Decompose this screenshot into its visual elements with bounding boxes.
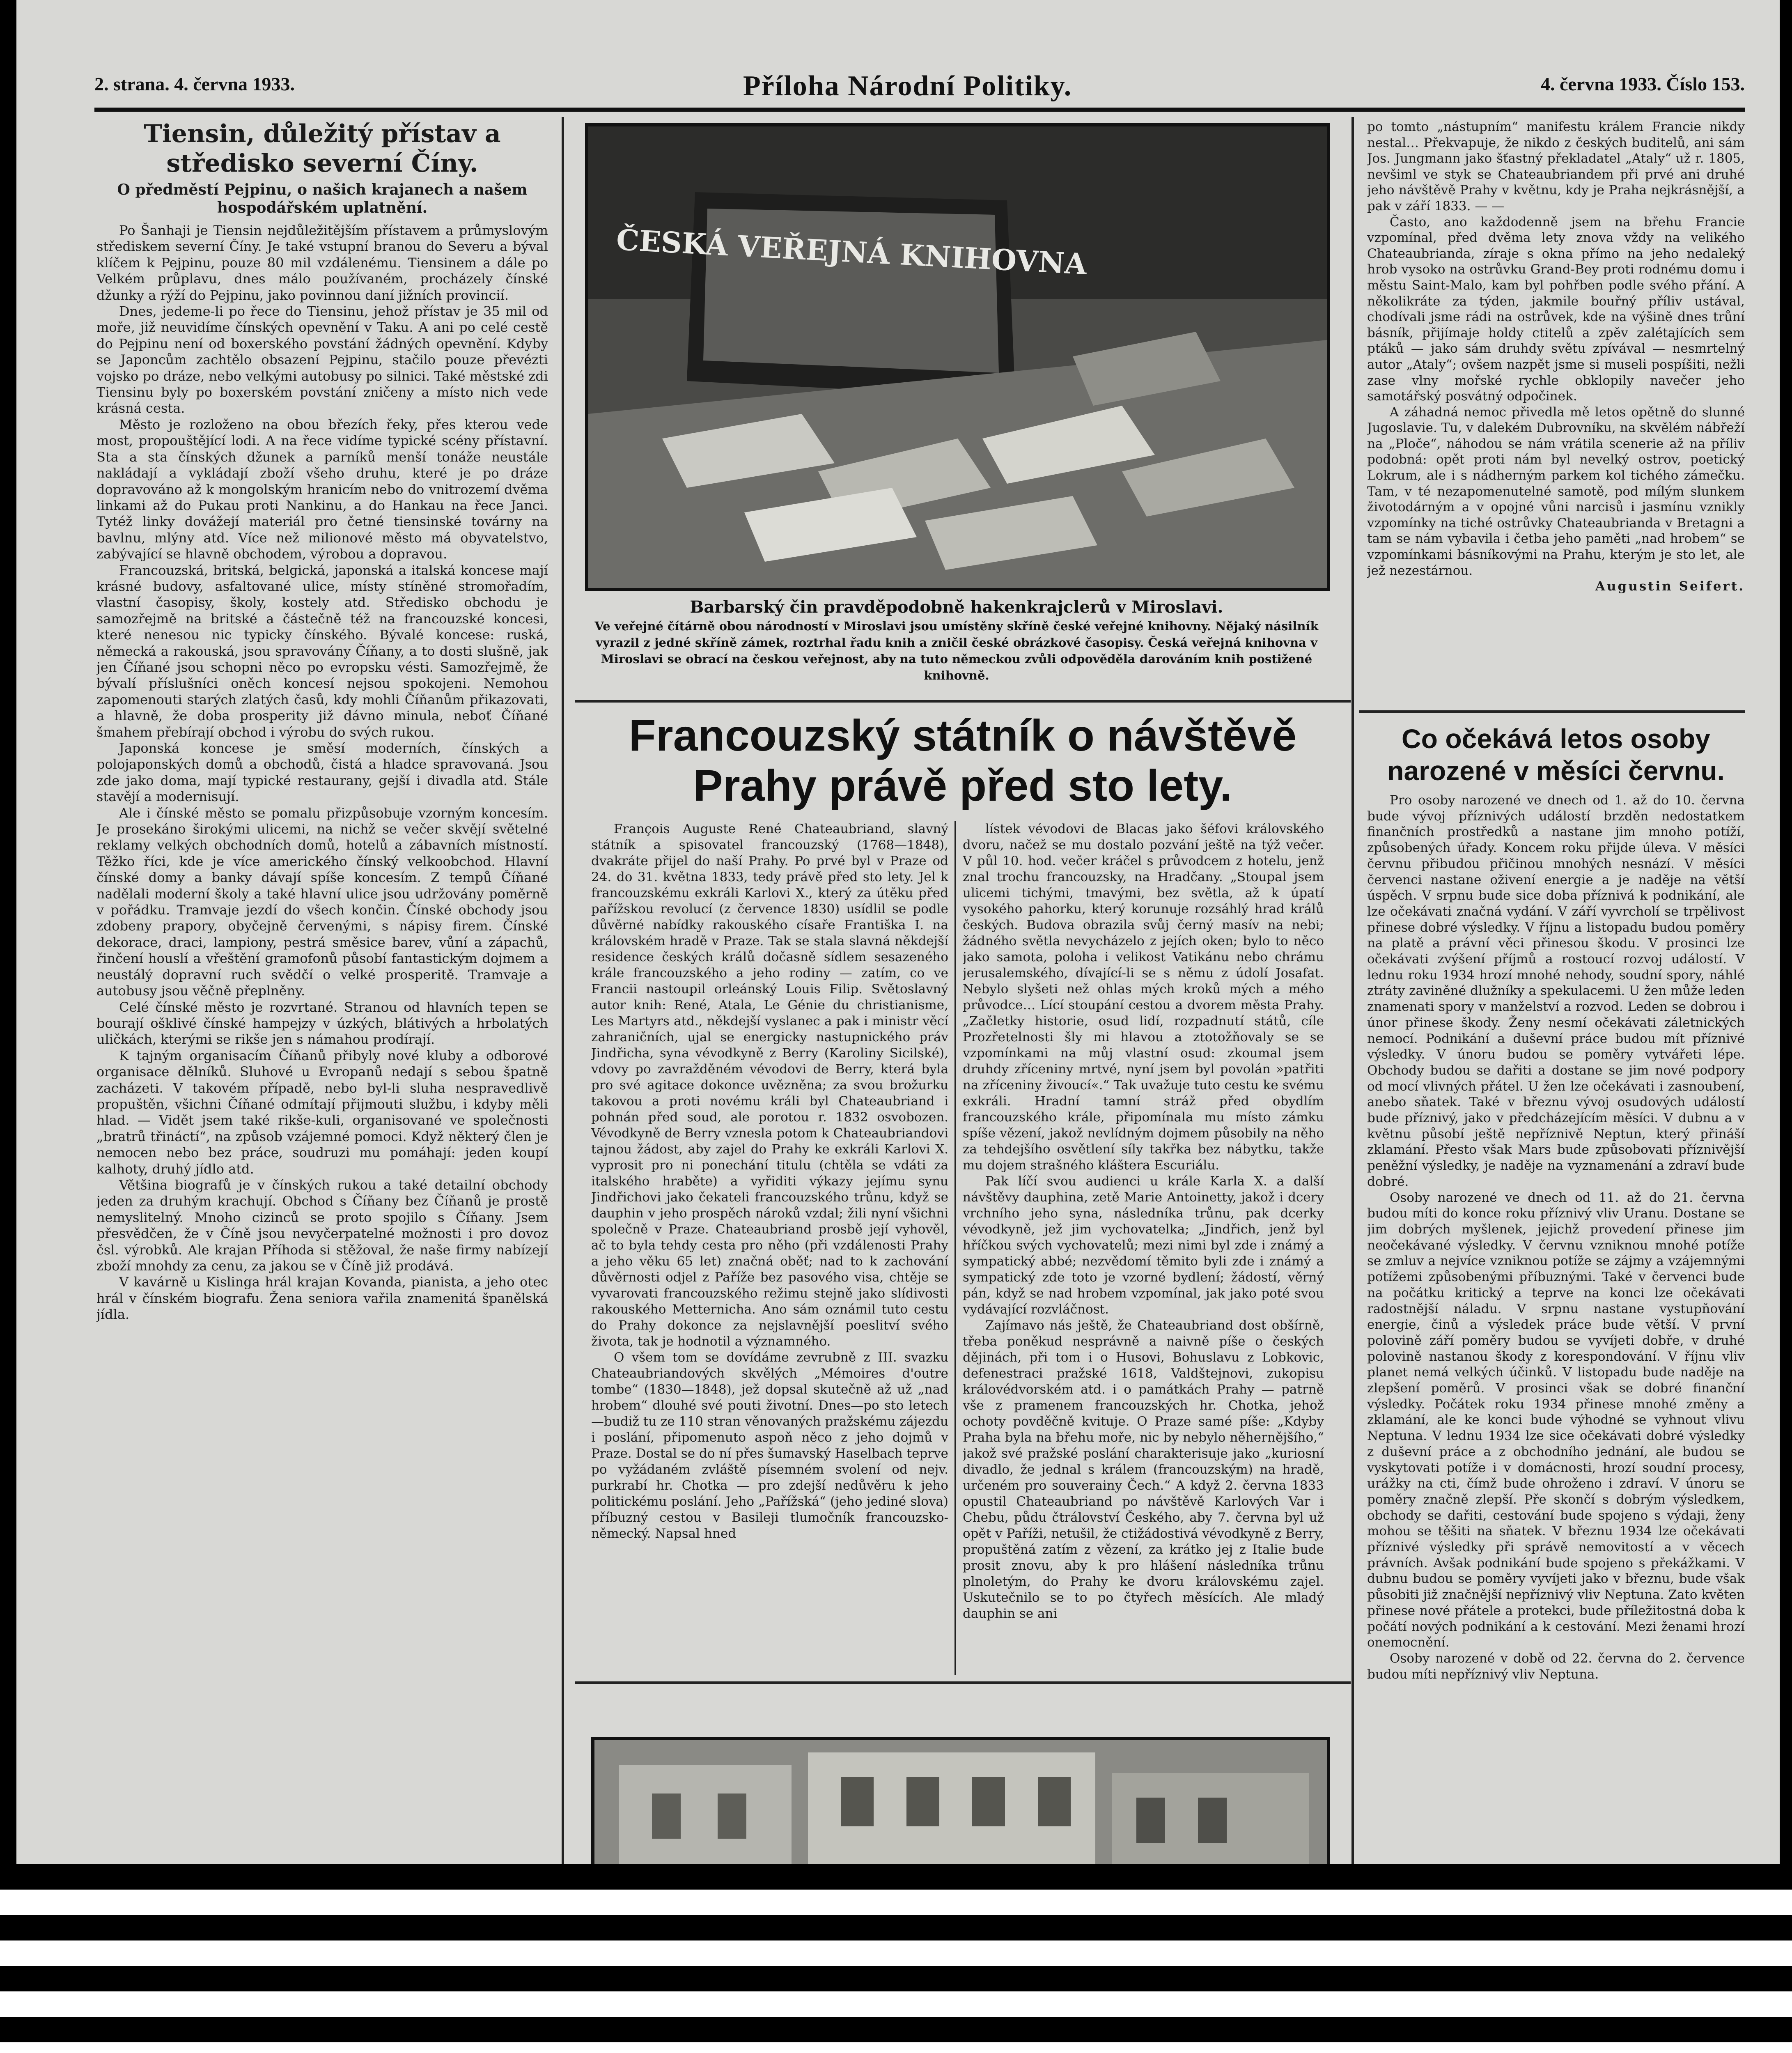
center-article-col1	[591, 821, 948, 1671]
scan-border-left	[0, 0, 16, 1864]
left-article	[96, 119, 548, 1864]
header-issue-number: 4. června 1933. Číslo 153.	[1540, 73, 1745, 94]
horoscope-paragraph: Osoby narozené v době od 22. června do 2. července budou míti nepříznivý vliv Neptuna.	[1367, 1651, 1745, 1682]
center-paragraph: François Auguste René Chateaubriand, slavný státník a spisovatel francouzský (1768—1848), dvakráte přijel do naší Prahy. Po prvé byl v Praze od 24. do 31. května 1833, tedy právě před sto lety. Jel k francouzskému exkráli Karlovi X., který za útěku před pařížskou revolucí (z července 1830) usídlil se podle důvěrné nabídky rakouského císaře Františka I. na královském hradě v Praze. Tak se stala slavná někdejší residence českých králů dočasně sídlem sesazeného krále francouzského a jeho rodiny — zatím, co ve Francii nastoupil orleánský Louis Filip. Světoslavný autor knih: René, Atala, Le Génie du christianisme, Les Martyrs atd., někdejší vyslanec a pak i ministr věcí zahraničních, ujal se energicky nastupnického práv Jindřicha, syna vévodkyně z Berry (Karoliny Sicilské), vdovy po zavražděném vévodovi de Berry, která byla pro své agitace dokonce uvězněna; za svou brožurku takovou a proti novému králi byl Chateaubriand i pohnán před soud, ale porotou r. 1832 osvobozen. Vévodkyně de Berry vznesla potom k Chateaubriandovi tajnou žádost, aby zajel do Prahy ke exkráli Karlovi X. vyprosit pro ni ponechání titulu (chtěla se vdáti za italského hraběte) a vyřiditi výkazy jejímu synu Jindřichovi jako čekateli francouzského trůnu, když se dauphin v jeho prospěch nároků vzdal; žili nyní všichni společně v Praze. Chateaubriand prosbě její vyhověl, ač to byla tehdy cesta pro něho (při vzdálenosti Prahy a jeho věku 65 let) značná oběť; nad to k zachování důvěrnosti odjel z Paříže bez pasového visa, chtěje se vyvarovati francouzského režimu stejně jako slídivosti rakouského Metternicha. Ano sám oznámil tuto cestu do Prahy dokonce za nejslavnější poeslitví svého života, tak je hodnotil a významného.	[591, 822, 948, 1349]
left-article-lede: O předměstí Pejpinu, o našich krajanech a našem hospodářském uplatnění.	[117, 181, 528, 216]
section-rule	[575, 1681, 1351, 1684]
header-page-date: 2. strana. 4. června 1933.	[94, 73, 295, 94]
center-paragraph: Zajímavo nás ještě, že Chateaubriand dost obšírně, třeba poněkud nesprávně a naivně píše o českých dějinách, při tom i o Husovi, Bohuslavu z Lobkovic, defenestraci pražské 1618, Valdštejnovi, zukopisu královédvorském atd. i o památkách Prahy — patrně vše z pramenem francouzských hr. Chotka, jehož ochoty povděčně kvituje. O Praze samé píše: „Kdyby Praha byla na břehu moře, nic by nebylo něhernějšího,“ jakož své pražské poslání charakterisuje jako „kuriosní divadlo, že jednal s králem (francouzským) na hradě, určeném pro souverainy Čech.“ A když 2. června 1833 opustil Chateaubriand po návštěvě Karlových Var i Chebu, půdu čtrálovství Českého, aby 7. června byl už opět v Paříži, netušil, že ctižádostivá vévodkyně z Berry, propuštěná zatím z vězení, za krátko jej z Italie bude prosit znovu, aby k pro hlášení následníka trůnu plnoletým, do Prahy ke dvoru královskému zajel. Uskutečnilo se to po čtyřech měsících. Ale mladý dauphin se ani	[963, 1318, 1324, 1621]
horoscope-paragraph: Pro osoby narozené ve dnech od 1. až do 10. června bude vývoj příznivých událostí brzděn nedostatkem finančních prostředků a nastane jim mnoho potíží, způsobených úřady. Koncem roku přijde úleva. V měsíci červnu přibudou přičinou mnohých nesnází. V měsíci červenci nastane oživení energie a je naděje na větší úspěch. V srpnu bude sice doba příznivá k podnikání, ale lze očekávati značná vydání. V září vyvrcholí se trpělivost přinese dobré výsledky. V říjnu a listopadu budou poměry na platě a právní věci přinesou škodu. V prosinci lze očekávati zvýšení příjmů a rostoucí rozvoj událostí. V lednu roku 1934 hrozí mnohé nehody, soudní spory, náhlé ztráty zaviněné dlužníky a spekulacemi. U žen může leden znamenati spory v manželství a rozvod. Leden se dobrou i únor přinese škody. Ženy nesmí očekávati záletnických nemocí. Podnikání a duševní práce budou mít příznivé výsledky. V únoru budou se poměry vytvářeti lépe. Obchody budou se dařiti a dostane se jim nové podpory od mocí vlivných přátel. U žen lze očekávati i zasnoubení, anebo sňatek. Také v březnu vývoj osudových událostí bude příznivý, jako v předcházejícím měsíci. V dubnu a v květnu působí ještě nepříznivě Neptun, který přináší zklamání. Přesto však Mars bude způsobovati příznivější peněžní výsledky, je naděje na vyznamenání a zdraví bude dobré.	[1367, 793, 1745, 1189]
left-paragraph: K tajným organisacím Číňanů přibyly nové kluby a odborové organisace dělníků. Sluhové u Evropanů nedají s sebou špatně zacházeti. V takovém případě, nebo byl-li sluha nespravedlivě propuštěn, všichni Číňané odmítají přijmouti službu, i kdyby měli hlad. — Vidět jsem také rikše-kuli, organisované ve společnosti „bratrů třináctí“, na způsob vzájemné pomoci. Když některý člen je nemocen nebo bez práce, soudruzi mu pomáhají: jeden koupí kalhoty, druhý jídlo atd.	[96, 1047, 548, 1177]
header-rule	[94, 108, 1745, 112]
library-photo	[585, 123, 1330, 591]
section-rule	[575, 700, 1351, 703]
center-paragraph: lístek vévodovi de Blacas jako šéfovi královského dvoru, načež se mu dostalo pozvání ještě na týž večer. V půl 10. hod. večer kráčel s průvodcem z hotelu, jenž znal trochu francouzsky, na Hradčany. „Stoupal jsem ulicemi tichými, tmavými, bez světla, až k úpatí vysokého pahorku, který korunuje rozsáhlý hrad králů českých. Budova obrazila svůj černý masív na nebi; žádného světla nevycházelo z jejích oken; bylo to něco jako samota, poloha i velikost Vatikánu nebo chrámu jerusalemského, dívající-li se s němu z údolí Josafat. Nebylo slyšeti než ohlas mých kroků mých a mého průvodce… Lící stoupání cestou a dvorem města Prahy. „Začletky historie, osud lidí, rozpadnutí států, cíle Prozřetelnosti šly mi hlavou a ztotožňovaly se se vzpomínkami na můj vlastní osud: zkoumal jsem druhdy zříceniny mrtvé, nyní jsem byl povolán »patřiti na zříceniny živoucí«.“ Tak uvažuje tuto cestu ke svému exkráli. Hradní tamní stráž před obydlím francouzského krále, připomínala mu místo zámku spíše vězení, jakož nevlídným dojmem působily na něho za tehdejšího osvětlení síly takřka bez nábytku, takže mu dojem strašného kláštera Escuriálu.	[963, 822, 1324, 1173]
right-paragraph: A záhadná nemoc přivedla mě letos opětně do slunné Jugoslavie. Tu, v dalekém Dubrovníku, na skvělém nábřeží na „Ploče“, náhodou se nám vrátila scenerie až na příliv podobná: opět proti nám byl nevelký ostrov, poetický Lokrum, ale i s nádherným parkem kol tichého zámečku. Tam, v té nezapomenutelné samotě, pod mílým slunkem životodárným a v opojné vůni narcisů i jasmínu vznikly vzpomínky na tiché ostrůvky Chateaubrianda v Bretagni a tam se nám vybavila i četba jeho paměti „nad hrobem“ se vzpomínkami básníkovými na Prahu, kterým je sto let, ale jež nezestárnou.	[1367, 404, 1745, 578]
left-paragraph: Většina biografů je v čínských rukou a také detailní obchody jeden za druhým krachují. Obchod s Číňany bez Číňanů je prostě nemyslitelný. Mnoho cizinců se proto spojilo s Číňany. Jsem přesvědčen, že v Číně jsou nevyčerpatelné možnosti i pro dovoz čsl. výrobků. Ale krajan Příhoda si stěžoval, že naše firmy nabízejí zboží mnohdy za cenu, za jakou se v Číně již prodává.	[96, 1177, 548, 1274]
left-paragraph: Město je rozloženo na obou březích řeky, přes kterou vede most, propouštějící lodi. A na řece vidíme typické scény přístavní. Sta a sta čínských džunek a parníků menší tonáže neustále nakládají a vykládají zboží všeho druhu, které je po dráze dopravováno až k mongolským hranicím nebo do vnitrozemí dvěma linkami až do Pukau proti Nankinu, a do Hankau na řece Janci. Tytéž linky dovážejí materiál pro četné tiensinské továrny na bavlnu, mlýny atd. Více než milionové město má obyvatelstvo, zabývající se hlavně obchodem, výrobou a dopravou.	[96, 416, 548, 562]
left-paragraph: Francouzská, britská, belgická, japonská a italská koncese mají krásné budovy, asfaltované ulice, místy stíněné stromořadím, vlastní časopisy, školy, kostely atd. Středisko obchodu je samozřejmě na britské a částečně též na francouzské koncesi, které nenesou nic typicky čínského. Bývalé koncese: ruská, německá a rakouská, jsou spravovány Číňany, a to dosti slušně, jak jen Číňané jsou schopni něco po evropsku vésti. Samozřejmě, že bývalí příslušníci oněch koncesí nejsou spokojeni. Nemohou zapomenouti starých zlatých časů, kdy mohli Číňanům přikazovati, a hlavně, že doba prosperity již dávno minula, neboť Číňané šmahem přebírají obchod i výrobu do svých rukou.	[96, 562, 548, 740]
photo-caption-body: Ve veřejné čítárně obou národností v Miroslavi jsou umístěny skříně české veřejné knihovny. Nějaký násilník vyrazil z jedné skříně zámek, roztrhal řadu knih a zničil české obrázkové časopisy. Česká veřejná knihovna v Miroslavi se obrací na českou veřejnost, aby na tuto německou zvůli odpověděla darováním knih postižené knihovně.	[594, 619, 1319, 682]
left-paragraph: Japonská koncese je směsí moderních, čínských a polojaponských domů a obchodů, čistá a hladce spravovaná. Jsou zde jako doma, mají typické restaurany, gejší i divadla atd. Stále stavějí a modernisují.	[96, 740, 548, 805]
right-paragraph: po tomto „nástupním“ manifestu králem Francie nikdy nestal… Překvapuje, že nikdo z českých buditelů, ani sám Jos. Jungmann jako šťastný překladatel „Ataly“ už r. 1805, nevšiml ve styk se Chateaubriandem při prvé ani druhé jeho návštěvě Prahy v květnu, kdy je Praha nejkrásnější, a pak v září 1833. — —	[1367, 119, 1745, 214]
sign-text: ČESKÁ VEŘEJNÁ KNIHOVNA	[615, 223, 1088, 282]
building-illustration	[594, 1740, 1327, 1864]
center-paragraph: O všem tom se dovídáme zevrubně z III. svazku Chateaubriandových skvělých „Mémoires d'outre tombe“ (1830—1848), jež dopsal skutečně až už „nad hrobem“ dlouhé své pouti životní. Dnes—po sto letech—budiž tu ze 110 stran věnovaných pražskému zájezdu i poslání, připomenuto aspoň něco z jeho dojmů v Praze. Dostal se do ní přes šumavský Haselbach teprve po vyžádaném zvláště písemném svolení od nejv. purkrabí hr. Chotka — pro zdejší nedůvěru k jeho politickému poslání. Jeho „Pařížská“ (jeho jediné slova) příbuzný cestou v Basileji tlumočník francouzsko-německý. Napsal hned	[591, 1350, 948, 1541]
left-paragraph: Ale i čínské město se pomalu přizpůsobuje vzorným koncesím. Je prosekáno širokými ulicemi, na nichž se večer skvějí světelné reklamy velkých obchodních domů, hotelů a zábavních místností. Těžko říci, kde je více amerického čínský velkoobchod. Hlavní čínské domy a banky dávají spíše koncesím. Z tempů Číňané nadělali moderní školy a také hlavní ulice jsou udržovány poměrně v pořádku. Tramvaje jezdí do všech končin. Čínské obchody jsou zdobeny prapory, obyčejně červenými, s nápisy firem. Čínské dekorace, draci, lampiony, pestrá směsice barev, vůní a zápachů, řinčení houslí a vřeštění gramofonů působí fantastickým dojmem a neustálý dopravní ruch svědčí o velké prosperitě. Tramvaje a autobusy jsou věčně přeplněny.	[96, 805, 548, 999]
author-signature: Augustin Seifert.	[1595, 579, 1745, 594]
left-paragraph: Po Šanhaji je Tiensin nejdůležitějším přístavem a průmyslovým střediskem severní Číny. Je také vstupní branou do Severu a býval klíčem k Pejpinu, pouze 80 mil vzdálenému. Tiensinem a dále po Velkém průplavu, dnes málo používaném, procházely čínské džunky a rýží do Pejpinu, jako povinnou daní jižních provincií.	[96, 223, 548, 303]
left-paragraph: Dnes, jedeme-li po řece do Tiensinu, jehož přístav je 35 mil od moře, již neuvidíme čínských opevnění v Taku. A ani po celé cestě do Pejpinu není od boxerského povstání žádných opevnění. Kdyby se Japoncům zachtělo obsazení Pejpinu, stačilo pouze převézti vojsko po dráze, nebo velkými autobusy po silnici. Také městské zdi Tiensinu byly po boxerském povstání zničeny a místo nich vede krásná cesta.	[96, 303, 548, 416]
center-paragraph: Pak líčí svou audienci u krále Karla X. a další návštěvy dauphina, zetě Marie Antoinetty, jakož i dcery vrchního jeho syna, následníka trůnu, pak dcerky vévodkyně, jež jim vychovatelka; „Jindřich, jenž byl hříčkou svých vychovatelů; mezi nimi byl zde i známý a sympatický abbé; nezvědomí těmito byli zde i známý a sympatický zde toto je vzorné bydlení; žádostí, věrný pán, když se nad hrobem vzpomínal, jak jako poté svou vydávající rozvláčnost.	[963, 1174, 1324, 1317]
column-divider	[955, 821, 956, 1675]
photo-caption-title: Barbarský čin pravděpodobně hakenkrajclerů v Miroslavi.	[690, 597, 1223, 617]
left-article-title: Tiensin, důležitý přístav a středisko severní Číny.	[144, 119, 501, 178]
horoscope-article	[1367, 792, 1745, 1864]
column-divider	[562, 117, 564, 1864]
section-rule	[1359, 710, 1745, 713]
right-paragraph: Často, ano každodenně jsem na břehu Francie vzpomínal, před dvěma lety znova vždy na velikého Chateaubrianda, zíraje s okna přímo na jeho nedaleký hrob vysoko na ostrůvku Grand-Bey proti rodnému domu i městu Saint-Malo, kam byl pohřben podle svého přání. A několikráte za týden, jakmile bouřný příliv ustával, chodívali jsme rádi na ostrůvek, kde na výšině dnes trůní básník, přijímaje holdy ctitelů a zpěv zalétajících sem ptáků — jako sám druhdy světu zpívával — nesmrtelný autor „Ataly“; ovšem nazpět jsme si museli pospíšiti, nežli zase vlny mořské rychle obklopily navečer jeho samotářský posvátný odpočinek.	[1367, 214, 1745, 404]
column-divider	[1351, 117, 1354, 1864]
horoscope-title: Co očekává letos osoby narozené v měsíci červnu.	[1387, 723, 1725, 786]
center-article-col2	[963, 821, 1324, 1671]
scan-stripe-pattern	[0, 1864, 1792, 2053]
building-photo	[591, 1737, 1330, 1864]
center-article-title: Francouzský státník o návštěvě Prahy právě před sto lety.	[629, 710, 1297, 810]
horoscope-paragraph: Osoby narozené ve dnech od 11. až do 21. června budou míti do konce roku příznivý vliv Uranu. Dostane se jim dobrých myšlenek, jejichž provedení přinese jim neočekávané výsledky. V červnu vzniknou mnohé potíže se zmluv a nejvíce vzniknou potíže se zájmy a vzájemnými potížemi způsobenými příbuznými. Také v červenci bude na počátku kritický a teprve na konci lze očekávati radostnější náladu. V srpnu nastane vystupňování energie, činů a výsledek práce bude větší. V první polovině září poměry budou se vyvíjeti dobře, v druhé polovině nastanou škody z korespondování. V říjnu vliv planet nemá velkých účinků. V listopadu bude naděje na zlepšení poměrů. V prosinci však se dobré finanční výsledky. Počátek roku 1934 přinese mnohé změny a zklamání, ale ke konci bude výhodné se vyhnout vlivu Neptuna. V lednu 1934 lze sice očekávati dobré výsledky z duševní práce a z obchodního jednání, ale budou se vyskytovati potíže i v domácnosti, hrozí soudní procesy, urážky na cti, čímž bude ohroženo i zdraví. V únoru se poměry značně zlepší. Pře skončí s dobrým výsledkem, obchody se dařiti, cestování bude spojeno s výdaji, ženy mohou se těšiti na sňatek. V březnu 1934 lze očekávati příznivé výsledky při správě nemovitostí a v věcech právních. Avšak podnikání bude spojeno s překážkami. V dubnu budou se poměry vyvíjeti jako v březnu, bude však působiti již značnější nepříznivý vliv Neptuna. Zato květen přinese nové přátele a protekci, bude příležitostná doba k počátí nových podnikání a k cestování. Mezi ženami hrozí onemocnění.	[1367, 1190, 1745, 1650]
scan-border-right	[1780, 0, 1792, 1864]
left-paragraph: V kavárně u Kislinga hrál krajan Kovanda, pianista, a jeho otec hrál v čínském biografu. Žena seniora vařila znamenitá španělská jídla.	[96, 1274, 548, 1323]
vandalized-books-illustration	[588, 126, 1327, 588]
right-top-article	[1367, 119, 1745, 702]
header-supplement-title: Příloha Národní Politiky.	[743, 70, 1072, 102]
left-paragraph: Celé čínské město je rozvrtané. Stranou od hlavních tepen se bourají ošklivé čínské hampejzy v úzkých, blátivých a hrbolatých uličkách, kterými se rikše jen s námahou prodírají.	[96, 999, 548, 1047]
